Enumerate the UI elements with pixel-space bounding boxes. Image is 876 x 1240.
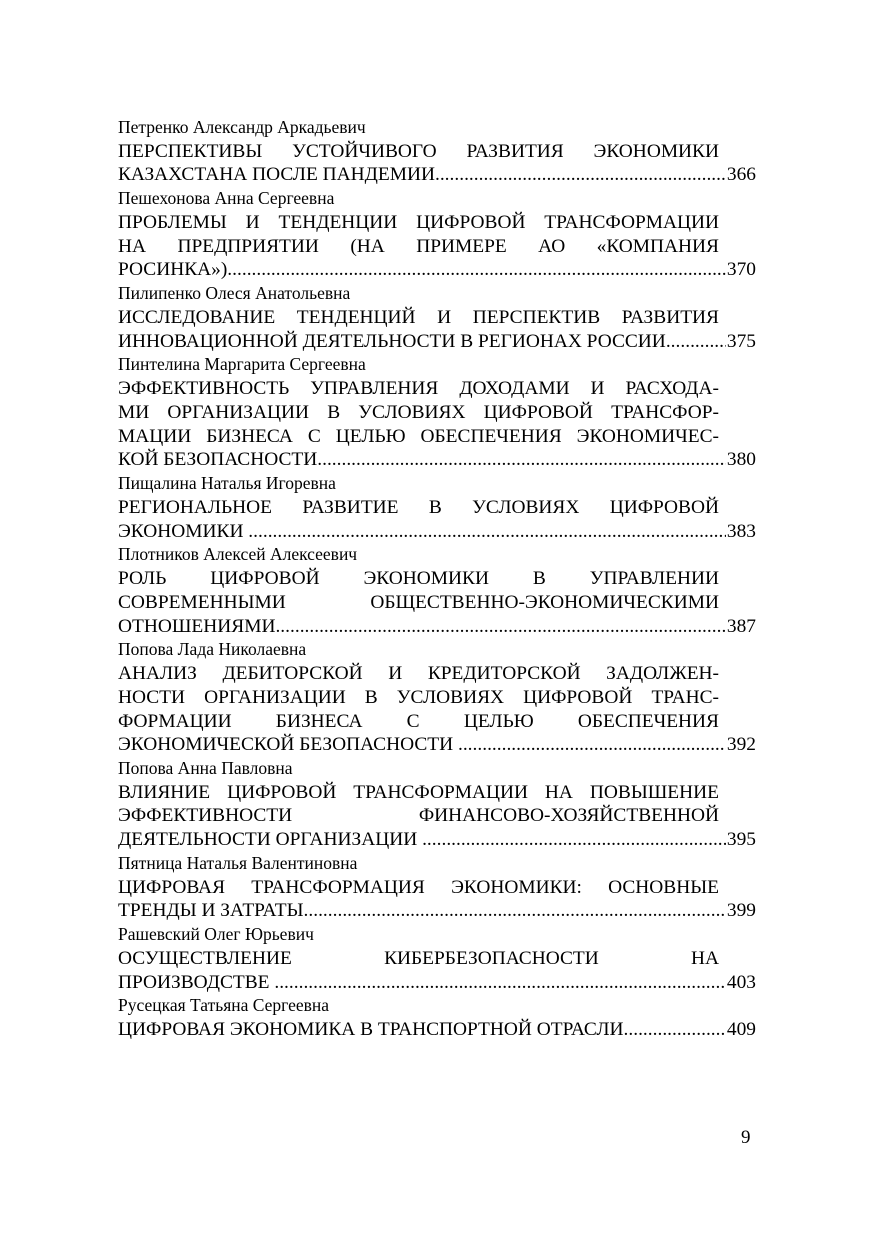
dot-leader xyxy=(248,520,726,544)
toc-page-number: 380 xyxy=(726,449,756,471)
toc-title-line: ФОРМАЦИИ БИЗНЕСА С ЦЕЛЬЮ ОБЕСПЕЧЕНИЯ xyxy=(118,710,719,732)
toc-title-line: ТРЕНДЫ И ЗАТРАТЫ xyxy=(118,900,304,922)
toc-title-last-line xyxy=(118,733,756,757)
toc-title-line: ПЕРСПЕКТИВЫ УСТОЙЧИВОГО РАЗВИТИЯ ЭКОНОМИКИ xyxy=(118,140,719,162)
toc-title-line: ИССЛЕДОВАНИЕ ТЕНДЕНЦИЙ И ПЕРСПЕКТИВ РАЗВИТИЯ xyxy=(118,306,719,328)
toc-title-last-line xyxy=(118,899,756,923)
toc-entry xyxy=(118,923,756,994)
dot-leader xyxy=(274,971,726,995)
dot-leader xyxy=(275,615,725,639)
toc-entry xyxy=(118,187,756,282)
toc-page-number: 370 xyxy=(726,259,756,281)
toc-title-last-line xyxy=(118,448,756,472)
toc-title-line: ЭКОНОМИЧЕСКОЙ БЕЗОПАСНОСТИ xyxy=(118,734,458,756)
toc-page-number: 392 xyxy=(726,734,756,756)
toc-title-line: РОСИНКА») xyxy=(118,259,228,281)
toc-author: Петренко Александр Аркадьевич xyxy=(118,117,366,137)
dot-leader xyxy=(317,448,726,472)
toc-author: Русецкая Татьяна Сергеевна xyxy=(118,995,330,1016)
toc-title-last-line xyxy=(118,330,756,354)
dot-leader xyxy=(624,1018,726,1042)
toc-entry xyxy=(118,757,756,852)
dot-leader xyxy=(227,258,726,282)
toc-title-last-line xyxy=(118,163,756,187)
toc-title-line: КАЗАХСТАНА ПОСЛЕ ПАНДЕМИИ xyxy=(118,164,435,186)
toc-title-line: НОСТИ ОРГАНИЗАЦИИ В УСЛОВИЯХ ЦИФРОВОЙ ТРАНС- xyxy=(118,686,719,708)
toc-title-line: ПРОИЗВОДСТВЕ xyxy=(118,971,275,993)
toc-title-last-line xyxy=(118,971,756,995)
table-of-contents xyxy=(118,116,756,1042)
toc-title-line: ЭКОНОМИКИ xyxy=(118,520,249,542)
toc-author: Плотников Алексей Алексеевич xyxy=(118,544,358,565)
toc-title-line: РОЛЬ ЦИФРОВОЙ ЭКОНОМИКИ В УПРАВЛЕНИИ xyxy=(118,567,719,589)
toc-title-line: ОСУЩЕСТВЛЕНИЕ КИБЕРБЕЗОПАСНОСТИ НА xyxy=(118,947,719,969)
toc-page-number: 387 xyxy=(726,615,756,637)
toc-title-line: ЭФФЕКТИВНОСТИ ФИНАНСОВО-ХОЗЯЙСТВЕННОЙ xyxy=(118,805,719,827)
toc-page-number: 383 xyxy=(726,520,756,542)
toc-title-line: МИ ОРГАНИЗАЦИИ В УСЛОВИЯХ ЦИФРОВОЙ ТРАНСФОР- xyxy=(118,401,719,423)
toc-title-last-line xyxy=(118,828,756,852)
dot-leader xyxy=(422,828,726,852)
toc-title-line: ДЕЯТЕЛЬНОСТИ ОРГАНИЗАЦИИ xyxy=(118,829,423,851)
toc-author: Пинтелина Маргарита Сергеевна xyxy=(118,354,366,375)
toc-entry xyxy=(118,353,756,472)
toc-author: Пилипенко Олеся Анатольевна xyxy=(118,283,351,304)
dot-leader xyxy=(458,733,726,757)
toc-title-last-line xyxy=(118,258,756,282)
toc-entry xyxy=(118,472,756,543)
toc-page-number: 409 xyxy=(726,1019,756,1041)
toc-title-last-line xyxy=(118,1018,756,1042)
toc-title-line: ЭФФЕКТИВНОСТЬ УПРАВЛЕНИЯ ДОХОДАМИ И РАСХОДА- xyxy=(118,377,719,399)
dot-leader xyxy=(304,899,726,923)
dot-leader xyxy=(666,330,726,354)
toc-title-line: ЦИФРОВАЯ ЭКОНОМИКА В ТРАНСПОРТНОЙ ОТРАСЛИ xyxy=(118,1019,624,1041)
toc-title-line: МАЦИИ БИЗНЕСА С ЦЕЛЬЮ ОБЕСПЕЧЕНИЯ ЭКОНОМИЧЕС- xyxy=(118,425,719,447)
toc-title-line: КОЙ БЕЗОПАСНОСТИ xyxy=(118,449,318,471)
toc-title-line: ЦИФРОВАЯ ТРАНСФОРМАЦИЯ ЭКОНОМИКИ: ОСНОВНЫЕ xyxy=(118,876,719,898)
toc-author: Рашевский Олег Юрьевич xyxy=(118,924,314,945)
toc-title-line: НА ПРЕДПРИЯТИИ (НА ПРИМЕРЕ АО «КОМПАНИЯ xyxy=(118,235,719,257)
dot-leader xyxy=(435,163,726,187)
toc-author: Пешехонова Анна Сергеевна xyxy=(118,188,335,209)
toc-entry xyxy=(118,852,756,923)
toc-title-line: ПРОБЛЕМЫ И ТЕНДЕНЦИИ ЦИФРОВОЙ ТРАНСФОРМАЦИИ xyxy=(118,211,719,233)
page-number: 9 xyxy=(741,1127,751,1148)
toc-author: Попова Лада Николаевна xyxy=(118,639,307,660)
toc-author: Пятница Наталья Валентиновна xyxy=(118,853,358,874)
toc-page-number: 395 xyxy=(726,829,756,851)
toc-entry xyxy=(118,282,756,353)
toc-title-line: СОВРЕМЕННЫМИ ОБЩЕСТВЕННО-ЭКОНОМИЧЕСКИМИ xyxy=(118,591,719,613)
toc-title-line: ВЛИЯНИЕ ЦИФРОВОЙ ТРАНСФОРМАЦИИ НА ПОВЫШЕНИЕ xyxy=(118,781,719,803)
toc-entry xyxy=(118,994,756,1041)
toc-page-number: 399 xyxy=(726,900,756,922)
toc-title-line: РЕГИОНАЛЬНОЕ РАЗВИТИЕ В УСЛОВИЯХ ЦИФРОВОЙ xyxy=(118,496,719,518)
toc-title-line: ИННОВАЦИОННОЙ ДЕЯТЕЛЬНОСТИ В РЕГИОНАХ РОССИИ xyxy=(118,330,666,352)
toc-entry xyxy=(118,638,756,757)
toc-title-last-line xyxy=(118,520,756,544)
toc-author: Попова Анна Павловна xyxy=(118,758,293,779)
toc-page-number: 375 xyxy=(726,330,756,352)
toc-author: Пищалина Наталья Игоревна xyxy=(118,473,336,494)
toc-entry xyxy=(118,116,756,187)
toc-title-line: АНАЛИЗ ДЕБИТОРСКОЙ И КРЕДИТОРСКОЙ ЗАДОЛЖЕН- xyxy=(118,662,719,684)
toc-page-number: 366 xyxy=(726,164,756,186)
toc-entry xyxy=(118,543,756,638)
toc-title-line: ОТНОШЕНИЯМИ xyxy=(118,615,276,637)
toc-title-last-line xyxy=(118,615,756,639)
toc-page-number: 403 xyxy=(726,971,756,993)
